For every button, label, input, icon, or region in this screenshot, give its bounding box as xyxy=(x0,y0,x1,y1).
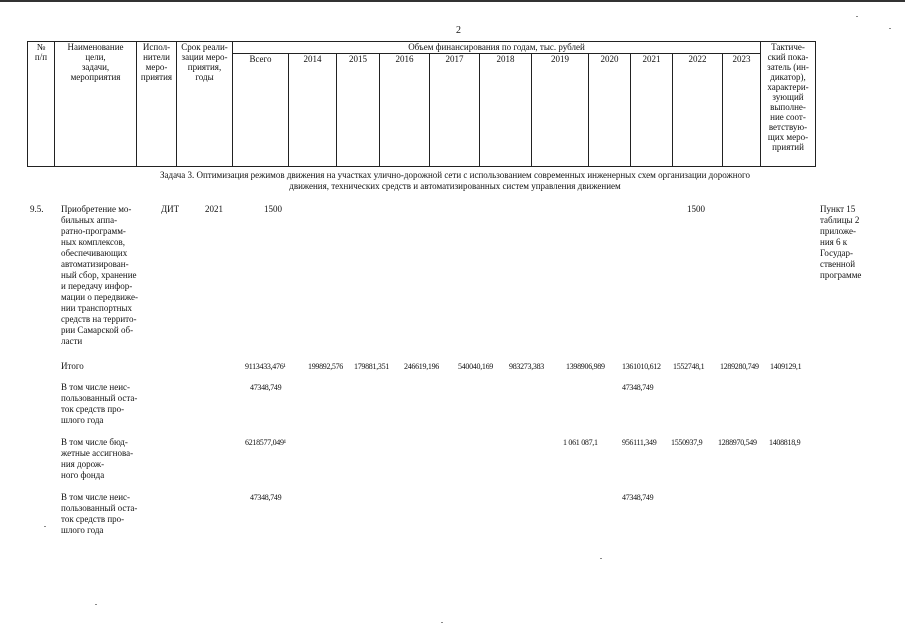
header-year-2021: 2021 xyxy=(631,54,673,167)
budget-2021: 1550937,9 xyxy=(671,438,703,447)
item-number: 9.5. xyxy=(30,204,44,214)
item-total: 1500 xyxy=(264,204,282,214)
scan-speck xyxy=(95,604,97,605)
itogo-2018: 983273,383 xyxy=(509,362,545,371)
task-heading: Задача 3. Оптимизация режимов движения на участках улично-дорожной сети с использованием современных инженерных схем организации дорожного движения, технических средств и автоматизированных систем управления движением xyxy=(160,170,750,191)
budget-2019: 1 061 087,1 xyxy=(563,438,598,447)
header-year-2023: 2023 xyxy=(723,54,761,167)
itogo-2020: 1361010,612 xyxy=(622,362,661,371)
itogo-2017: 540040,169 xyxy=(458,362,494,371)
header-total: Всего xyxy=(233,54,289,167)
itogo-2023: 1409129,1 xyxy=(770,362,802,371)
header-name: Наименование цели, задачи, мероприятия xyxy=(55,42,137,167)
unused2-label: В том числе неис- пользованный оста- ток средств про- шлого года xyxy=(61,492,138,535)
header-year-2019: 2019 xyxy=(532,54,589,167)
header-year-2015: 2015 xyxy=(337,54,380,167)
budget-total: 6218577,049¹ xyxy=(245,438,286,447)
header-funding-title: Объем финансирования по годам, тыс. рублей xyxy=(233,42,761,54)
header-term: Срок реали- зации меро- приятия, годы xyxy=(177,42,233,167)
unused2-total: 47348,749 xyxy=(250,493,282,502)
budget-2022: 1288970,549 xyxy=(718,438,757,447)
itogo-label: Итого xyxy=(61,361,84,371)
header-year-2018: 2018 xyxy=(480,54,532,167)
page-top-border xyxy=(0,0,905,2)
page-number: 2 xyxy=(456,25,461,36)
scan-speck xyxy=(889,28,891,29)
header-year-2017: 2017 xyxy=(430,54,480,167)
unused2-2020: 47348,749 xyxy=(622,493,654,502)
header-year-2014: 2014 xyxy=(289,54,337,167)
header-year-2016: 2016 xyxy=(380,54,430,167)
itogo-2016: 246619,196 xyxy=(404,362,440,371)
header-year-2020: 2020 xyxy=(589,54,631,167)
budget-2020: 956111,349 xyxy=(622,438,657,447)
header-year-2022: 2022 xyxy=(673,54,723,167)
itogo-2015: 179881,351 xyxy=(354,362,390,371)
scan-speck xyxy=(600,558,602,559)
unused1-2020: 47348,749 xyxy=(622,383,654,392)
itogo-2021: 1552748,1 xyxy=(673,362,705,371)
itogo-2014: 199892,576 xyxy=(308,362,344,371)
item-term: 2021 xyxy=(205,204,223,214)
unused1-label: В том числе неис- пользованный оста- ток средств про- шлого года xyxy=(61,382,138,425)
scan-speck xyxy=(856,16,858,17)
table-header xyxy=(27,41,816,167)
item-executor: ДИТ xyxy=(161,204,180,214)
scan-speck xyxy=(441,622,443,623)
itogo-total: 9113433,476¹ xyxy=(245,362,286,371)
budget-label: В том числе бюд- жетные ассигнова- ния дорож- ного фонда xyxy=(61,437,134,480)
item-indicator: Пункт 15 таблицы 2 приложе- ния 6 к Государ- ственной программе xyxy=(820,204,862,280)
itogo-2022: 1289280,749 xyxy=(720,362,759,371)
unused1-total: 47348,749 xyxy=(250,383,282,392)
header-indicator: Тактиче- ский пока- затель (ин- дикатор), характери- зующий выполне- ние соот- ветствую- щих меро- приятий xyxy=(761,42,816,167)
item-2021: 1500 xyxy=(687,204,705,214)
header-num: № п/п xyxy=(28,42,55,167)
itogo-2019: 1398906,989 xyxy=(566,362,605,371)
header-executor: Испол- нители меро- приятия xyxy=(137,42,177,167)
scan-speck xyxy=(44,526,46,527)
budget-2023: 1408818,9 xyxy=(769,438,801,447)
item-name: Приобретение мо- бильных аппа- ратно-программ- ных комплексов, обеспечивающих автоматизирован- ный сбор, хранение и передачу инфор- мации о передвиже- нии транспортных средств на террито- рии Самарской об- ласти xyxy=(61,204,139,346)
